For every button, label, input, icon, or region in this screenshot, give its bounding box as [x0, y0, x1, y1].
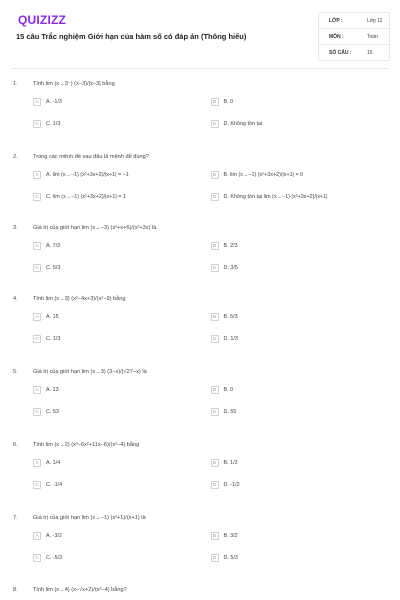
option-letter: C: [33, 264, 41, 272]
option-letter: A: [33, 98, 41, 106]
option-letter: A: [33, 171, 41, 179]
meta-box: [318, 12, 390, 61]
question-text: Giá trị của giới hạn lim (x→3) (3−x)/(√27−x) là: [33, 369, 147, 375]
option-a[interactable]: [33, 171, 211, 179]
option-letter: B: [211, 532, 219, 540]
option-letter: D: [211, 408, 219, 416]
option-b[interactable]: [211, 386, 389, 394]
meta-value: Toán: [367, 33, 378, 40]
question-text: Giá trị của giới hạn lim (x→−3) (x²+x+6)/(x²+3x) là: [33, 225, 157, 231]
question-number: 2.: [13, 154, 18, 160]
option-b[interactable]: [211, 98, 389, 106]
option-letter: C: [33, 120, 41, 128]
question-text: Giá trị của giới hạn lim (x→−1) (x²+1)/(x+1) là: [33, 515, 146, 521]
option-a[interactable]: [33, 459, 211, 467]
option-text: C. -5/3: [46, 554, 63, 561]
option-c[interactable]: [33, 408, 211, 416]
question-number: 8.: [13, 587, 18, 593]
option-letter: C: [33, 554, 41, 562]
option-text: C. -1/4: [46, 481, 63, 488]
option-text: B. lim (x→−1) (x²+3x+2)/|x+1| = 0: [223, 171, 304, 178]
option-letter: A: [33, 313, 41, 321]
option-text: D. 1/3: [223, 335, 238, 342]
option-text: B. 0: [223, 98, 234, 105]
meta-row-class: [319, 13, 389, 29]
question-number: 6.: [13, 442, 18, 448]
question-number: 5.: [13, 369, 18, 375]
option-b[interactable]: [211, 459, 389, 467]
meta-key: SỐ CÂU :: [329, 49, 352, 56]
option-c[interactable]: [33, 554, 211, 562]
question-6: [13, 439, 388, 490]
option-d[interactable]: [211, 408, 389, 416]
option-c[interactable]: [33, 335, 211, 343]
option-d[interactable]: [211, 193, 389, 201]
meta-row-count: [319, 45, 389, 60]
page-title: 15 câu Trắc nghiệm Giới hạn của hàm số có đáp án (Thông hiểu): [16, 32, 247, 41]
option-a[interactable]: [33, 386, 211, 394]
meta-value: Lớp 11: [367, 17, 383, 24]
option-d[interactable]: [211, 554, 389, 562]
option-text: D. -1/2: [223, 481, 240, 488]
option-b[interactable]: [211, 532, 389, 540]
option-letter: C: [33, 193, 41, 201]
question-8: [13, 584, 388, 596]
option-c[interactable]: [33, 120, 211, 128]
option-letter: C: [33, 481, 41, 489]
option-text: D. Không tồn tại: [223, 120, 263, 127]
question-number: 1.: [13, 81, 18, 87]
question-text: Tính lim (x→3) (x²−4x+3)/(x²−9) bằng: [33, 296, 126, 302]
option-letter: D: [211, 554, 219, 562]
option-a[interactable]: [33, 313, 211, 321]
question-text: Tính lim (x→4) (x−√x+2)/(x²−4) bằng?: [33, 587, 127, 593]
option-text: B. 2/3: [223, 242, 238, 249]
option-letter: A: [33, 532, 41, 540]
option-text: B. 3/2: [223, 532, 238, 539]
option-text: B. 5/3: [223, 313, 238, 320]
option-c[interactable]: [33, 481, 211, 489]
option-letter: B: [211, 171, 219, 179]
option-text: B. 1/2: [223, 459, 238, 466]
option-d[interactable]: [211, 481, 389, 489]
option-text: D. 55: [223, 408, 237, 415]
option-a[interactable]: [33, 532, 211, 540]
question-3: [13, 222, 388, 273]
meta-key: MÔN :: [329, 33, 344, 40]
option-text: C. 1/3: [46, 335, 61, 342]
question-1: [13, 78, 388, 129]
meta-key: LỚP :: [329, 17, 343, 24]
option-c[interactable]: [33, 193, 211, 201]
option-text: C. 1/3: [46, 120, 61, 127]
option-text: D. 3/5: [223, 264, 238, 271]
option-text: C. lim (x→−1) (x²+3x+2)/|x+1| = 1: [46, 193, 126, 200]
option-text: C. 5/3: [46, 264, 61, 271]
option-letter: B: [211, 98, 219, 106]
option-letter: C: [33, 408, 41, 416]
option-b[interactable]: [211, 171, 389, 179]
option-text: D. Không tồn tại lim (x→−1) (x²+3x+2)/|x+1|: [223, 193, 328, 200]
option-letter: C: [33, 335, 41, 343]
option-d[interactable]: [211, 120, 389, 128]
option-letter: D: [211, 335, 219, 343]
question-5: [13, 366, 388, 417]
option-letter: A: [33, 386, 41, 394]
option-text: A. -3/2: [46, 532, 62, 539]
question-7: [13, 512, 388, 563]
question-number: 3.: [13, 225, 18, 231]
meta-value: 15: [367, 49, 373, 56]
option-d[interactable]: [211, 264, 389, 272]
option-text: A. 1/4: [46, 459, 61, 466]
option-letter: D: [211, 120, 219, 128]
option-c[interactable]: [33, 264, 211, 272]
question-number: 7.: [13, 515, 18, 521]
question-2: [13, 151, 388, 202]
option-letter: B: [211, 313, 219, 321]
option-text: D. 5/3: [223, 554, 238, 561]
header-divider: [12, 68, 388, 69]
meta-row-subject: [319, 29, 389, 45]
option-a[interactable]: [33, 98, 211, 106]
question-number: 4.: [13, 296, 18, 302]
option-text: A. -1/3: [46, 98, 62, 105]
option-text: A. 15: [46, 313, 59, 320]
option-text: A. 13: [46, 386, 59, 393]
option-text: C. 53: [46, 408, 59, 415]
option-letter: A: [33, 459, 41, 467]
option-b[interactable]: [211, 242, 389, 250]
option-letter: B: [211, 242, 219, 250]
option-letter: B: [211, 386, 219, 394]
option-letter: A: [33, 242, 41, 250]
option-b[interactable]: [211, 313, 389, 321]
question-text: Tính lim (x→3⁻) (x−3)/|x−3| bằng: [33, 81, 115, 87]
question-text: Tính lim (x→2) (x³−6x²+11x−6)/(x²−4) bằng: [33, 442, 140, 448]
option-letter: D: [211, 264, 219, 272]
option-text: A. lim (x→−1) (x²+3x+2)/|x+1| = −1: [46, 171, 129, 178]
option-text: A. 7/3: [46, 242, 61, 249]
logo: QUIZIZZ: [18, 13, 67, 27]
option-letter: D: [211, 481, 219, 489]
option-letter: D: [211, 193, 219, 201]
option-letter: B: [211, 459, 219, 467]
question-text: Trong các mệnh đề sau đâu là mệnh đề đúng?: [33, 154, 149, 160]
option-d[interactable]: [211, 335, 389, 343]
question-4: [13, 293, 388, 344]
option-text: B. 0: [223, 386, 234, 393]
option-a[interactable]: [33, 242, 211, 250]
